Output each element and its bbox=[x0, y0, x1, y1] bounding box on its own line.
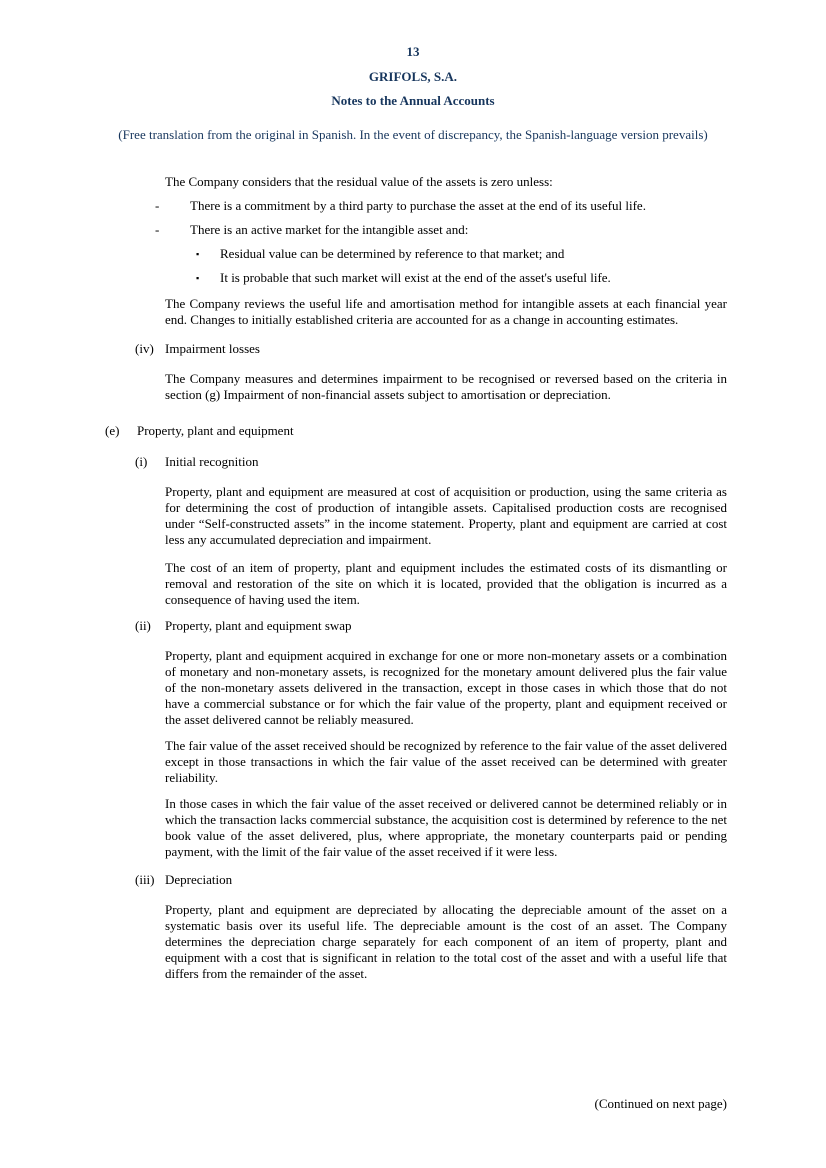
section-title: Depreciation bbox=[165, 872, 233, 887]
section-title: Impairment losses bbox=[165, 341, 260, 356]
section-heading-swap bbox=[135, 618, 727, 634]
swap-paragraph: Property, plant and equipment acquired in exchange for one or more non-monetary assets or a combination of monetary and non-monetary assets, is recognized for the monetary amount delivered plus the fair value of the non-monetary assets delivered in the transaction, except in those cases in which those that do not have a commercial substance or for which the fair value of the property, plant and equipment received or the asset delivered cannot be reliably measured. bbox=[165, 648, 727, 727]
section-marker: (iii) bbox=[135, 872, 155, 887]
residual-value-intro-paragraph: The Company considers that the residual value of the assets is zero unless: bbox=[165, 174, 553, 189]
company-name: GRIFOLS, S.A. bbox=[368, 69, 458, 84]
square-item-text: Residual value can be determined by reference to that market; and bbox=[220, 246, 565, 261]
initial-recognition-paragraph: The cost of an item of property, plant and equipment includes the estimated costs of its dismantling or removal and restoration of the site on which it is located, provided that the obligation is incurred as a consequence of having used the item. bbox=[165, 560, 727, 607]
dash-list-item bbox=[155, 198, 727, 214]
document-body bbox=[0, 174, 826, 982]
document-title: Notes to the Annual Accounts bbox=[331, 93, 495, 108]
continued-note: (Continued on next page) bbox=[594, 1096, 727, 1111]
section-title: Property, plant and equipment swap bbox=[165, 618, 352, 633]
section-heading-impairment-losses bbox=[135, 341, 727, 357]
dash-list-item bbox=[155, 222, 727, 238]
translation-note: (Free translation from the original in Spanish. In the event of discrepancy, the Spanish-language version prevails) bbox=[118, 127, 708, 142]
page-number: 13 bbox=[406, 44, 420, 59]
document-header bbox=[0, 0, 826, 143]
impairment-losses-paragraph: The Company measures and determines impairment to be recognised or reversed based on the criteria in section (g) Impairment of non-financial assets subject to amortisation or depreciation. bbox=[165, 371, 727, 402]
square-bullet-icon: ▪ bbox=[196, 249, 200, 259]
swap-paragraph: In those cases in which the fair value of the asset received or delivered cannot be determined reliably or in which the transaction lacks commercial substance, the acquisition cost is determined by reference to the net book value of the asset delivered, plus, where appropriate, the monetary counterparts paid or pending payment, with the limit of the fair value of the asset received if it were less. bbox=[165, 796, 727, 859]
square-list-item bbox=[196, 246, 727, 262]
section-title: Initial recognition bbox=[165, 454, 259, 469]
square-list-item bbox=[196, 270, 727, 286]
section-heading-depreciation bbox=[135, 872, 727, 888]
section-title: Property, plant and equipment bbox=[137, 423, 294, 438]
section-marker: (i) bbox=[135, 454, 148, 469]
section-marker: (e) bbox=[105, 423, 120, 438]
square-bullet-icon: ▪ bbox=[196, 273, 200, 283]
section-heading-initial-recognition bbox=[135, 454, 727, 470]
square-item-text: It is probable that such market will exist at the end of the asset's useful life. bbox=[220, 270, 611, 285]
dash-bullet: - bbox=[155, 222, 160, 237]
dash-bullet: - bbox=[155, 198, 160, 213]
section-marker: (ii) bbox=[135, 618, 151, 633]
section-heading-property-plant-equipment bbox=[105, 423, 727, 439]
dash-item-text: There is an active market for the intangible asset and: bbox=[190, 222, 469, 237]
depreciation-paragraph: Property, plant and equipment are depreciated by allocating the depreciable amount of the asset on a systematic basis over its useful life. The depreciable amount is the cost of an asset. The Company determines the depreciation charge separately for each component of an item of property, plant and equipment with a cost that is significant in relation to the total cost of the asset and with a useful life that differs from the remainder of the asset. bbox=[165, 902, 727, 981]
section-marker: (iv) bbox=[135, 341, 154, 356]
dash-item-text: There is a commitment by a third party to purchase the asset at the end of its useful life. bbox=[190, 198, 646, 213]
swap-paragraph: The fair value of the asset received should be recognized by reference to the fair value of the asset delivered except in those transactions in which the fair value of the asset received can be determined with greater reliability. bbox=[165, 738, 727, 785]
useful-life-review-paragraph: The Company reviews the useful life and amortisation method for intangible assets at each financial year end. Changes to initially established criteria are accounted for as a change in accounting estimates. bbox=[165, 296, 727, 327]
initial-recognition-paragraph: Property, plant and equipment are measured at cost of acquisition or production, using the same criteria as for determining the cost of production of intangible assets. Capitalised production costs are recognised under “Self-constructed assets” in the income statement. Property, plant and equipment are carried at cost less any accumulated depreciation and impairment. bbox=[165, 484, 727, 547]
